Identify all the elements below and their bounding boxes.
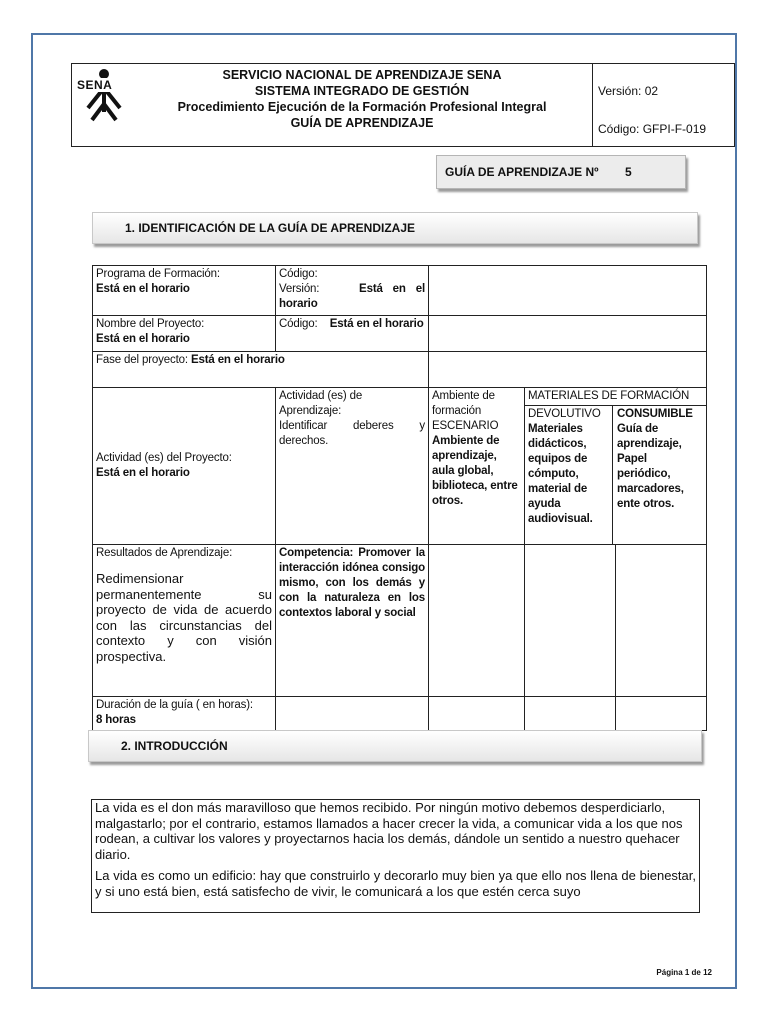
header-line-2: SISTEMA INTEGRADO DE GESTIÓN [254,84,470,98]
code-label: Código: GFPI-F-019 [598,122,707,136]
codigo-label: Código: [279,268,318,280]
actividad-proyecto-value: Está en el horario [96,467,190,479]
duracion-label: Duración de la guía ( en horas): [96,699,253,711]
materiales-header: MATERIALES DE FORMACIÓN [525,388,706,406]
section-2-heading [88,730,702,762]
header-line-1: SERVICIO NACIONAL DE APRENDIZAJE SENA [222,68,502,82]
consumible-header: CONSUMIBLE [617,408,693,420]
guide-number-value: 5 [625,165,632,179]
empty-cell [429,352,707,388]
sena-logo-icon [78,68,130,126]
empty-cell [616,697,707,731]
devolutivo-column [525,406,613,544]
ambiente-value: Ambiente de aprendizaje, aula global, biblioteca, entre otros. [432,435,518,507]
fase-cell [93,352,429,388]
table-row [93,266,707,316]
empty-cell [429,545,525,697]
empty-cell [429,316,707,352]
proyecto-value: Está en el horario [96,333,190,345]
resultados-cell [93,545,276,697]
empty-cell [525,697,616,731]
programa-value: Está en el horario [96,283,190,295]
header-line-4: GUÍA DE APRENDIZAJE [290,116,434,130]
codigo2-cell [276,316,429,352]
codigo2-value: Está en el horario [329,318,424,330]
empty-cell [429,266,707,316]
table-row [93,697,707,731]
actividad-proyecto-cell [93,388,276,545]
materiales-cell [525,388,707,545]
actividad-aprendizaje-value: Identificar deberes y derechos. [279,420,425,447]
consumible-value: Guía de aprendizaje, Papel periódico, marcadores, ente otros. [617,423,684,510]
guide-number-box [436,155,686,189]
codigo-version-cell [276,266,429,316]
proyecto-cell [93,316,276,352]
empty-cell [616,545,707,697]
fase-value: Está en el horario [190,354,285,366]
empty-cell [429,697,525,731]
introduction-box [91,799,700,913]
version-label-cell: Versión: [279,283,320,295]
actividad-aprendizaje-cell [276,388,429,545]
header-line-3: Procedimiento Ejecución de la Formación Profesional Integral [177,100,547,114]
programa-cell [93,266,276,316]
competencia-cell: Competencia: Promover la interacción idónea consigo mismo, con los demás y con la naturaleza en los contextos laboral y social [276,545,429,697]
proyecto-label: Nombre del Proyecto: [96,318,205,330]
section-1-title: 1. IDENTIFICACIÓN DE LA GUÍA DE APRENDIZAJE [125,221,416,235]
actividad-aprendizaje-label: Actividad (es) de Aprendizaje: [279,390,363,417]
header-title [132,67,592,131]
version-label: Versión: 02 [598,84,659,98]
empty-cell [276,697,429,731]
fase-label: Fase del proyecto: [96,354,188,366]
sena-logo-text: SENA [77,78,113,92]
section-1-heading [92,212,698,244]
consumible-column [613,406,706,544]
version-value: Está en el horario [279,283,425,310]
intro-paragraph-2: La vida es como un edificio: hay que construirlo y decorarlo muy bien ya que ello nos llena de bienestar, y si uno está bien, está satisfecho de vivir, le comunicará a los que estén cerca suyo [95,868,696,899]
table-row [93,352,707,388]
devolutivo-value: Materiales didácticos, equipos de cómputo, material de ayuda audiovisual. [528,423,593,525]
duracion-cell [93,697,276,731]
ambiente-label: Ambiente de formación [432,390,495,417]
duracion-value: 8 horas [96,714,136,726]
programa-label: Programa de Formación: [96,268,220,280]
table-row [93,316,707,352]
actividad-proyecto-label: Actividad (es) del Proyecto: [96,452,232,464]
ambiente-cell [429,388,525,545]
page-number: Página 1 de 12 [656,968,712,977]
codigo2-label: Código: [279,318,318,330]
identification-table [92,265,707,731]
guide-number-label: GUÍA DE APRENDIZAJE Nº [445,165,599,179]
empty-cell [525,545,616,697]
table-row [93,388,707,545]
table-row [93,545,707,697]
document-header [71,63,735,147]
ambiente-escenario: ESCENARIO [432,420,499,432]
section-2-title: 2. INTRODUCCIÓN [121,739,228,753]
resultados-value: Redimensionar permanentemente su proyecto de vida de acuerdo con las circunstancias del contexto y con visión prospectiva. [96,571,272,664]
resultados-label: Resultados de Aprendizaje: [96,547,233,559]
intro-paragraph-1: La vida es el don más maravilloso que hemos recibido. Por ningún motivo debemos desperdiciarlo, malgastarlo; por el contrario, estamos llamados a hacer crecer la vida, a comunicar vida a los que nos rodean, a cultivar los valores y proyectarnos hacia los demás, dándole un sentido a nuestro quehacer diario. [95,800,683,862]
devolutivo-header: DEVOLUTIVO [528,408,601,420]
